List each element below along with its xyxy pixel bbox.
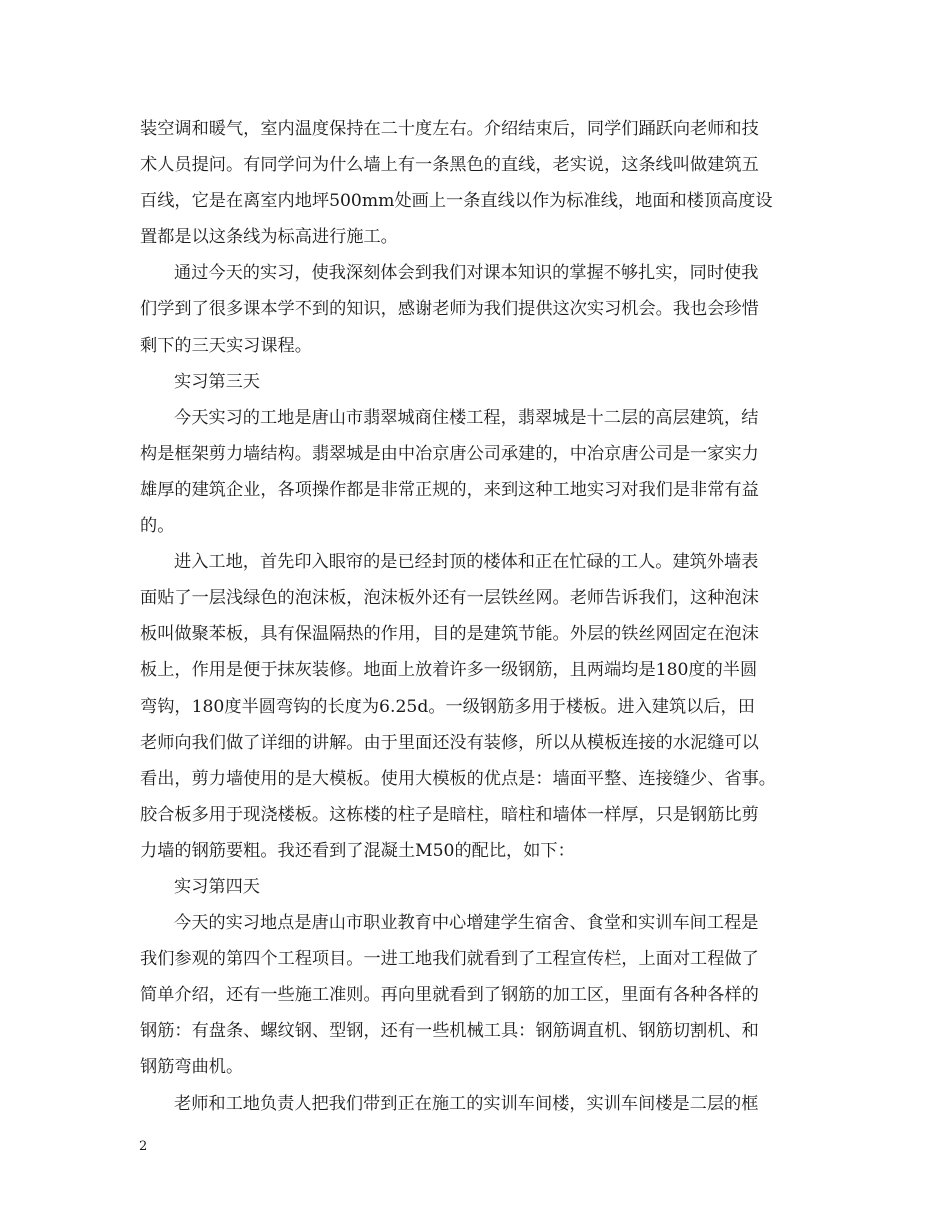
text-line: 老师和工地负责人把我们带到正在施工的实训车间楼，实训车间楼是二层的框: [174, 1093, 759, 1114]
text-line: 实习第四天: [174, 876, 260, 897]
text-line: 术人员提问。有同学问为什么墙上有一条黑色的直线，老实说，这条线叫做建筑五: [140, 155, 759, 176]
text-line: 进入工地，首先印入眼帘的是已经封顶的楼体和正在忙碌的工人。建筑外墙表: [174, 552, 759, 573]
text-line: 板叫做聚苯板，具有保温隔热的作用，目的是建筑节能。外层的铁丝网固定在泡沫: [140, 624, 759, 645]
text-line: 实习第三天: [174, 371, 260, 392]
text-line: 钢筋：有盘条、螺纹钢、型钢，还有一些机械工具：钢筋调直机、钢筋切割机、和: [140, 1021, 759, 1042]
text-line: 装空调和暖气，室内温度保持在二十度左右。介绍结束后，同学们踊跃向老师和技: [140, 119, 759, 139]
text-line: 简单介绍，还有一些施工准则。再向里就看到了钢筋的加工区，里面有各种各样的: [140, 985, 759, 1006]
text-line: 雄厚的建筑企业，各项操作都是非常正规的，来到这种工地实习对我们是非常有益: [140, 479, 759, 500]
body-text: [140, 111, 830, 1122]
text-line: 面贴了一层浅绿色的泡沫板，泡沫板外还有一层铁丝网。老师告诉我们，这种泡沫: [140, 588, 759, 609]
text-line: 弯钩，180度半圆弯钩的长度为6.25d。一级钢筋多用于楼板。进入建筑以后，田: [140, 696, 755, 717]
text-line: 今天实习的工地是唐山市翡翠城商住楼工程，翡翠城是十二层的高层建筑，结: [174, 407, 759, 428]
text-line: 力墙的钢筋要粗。我还看到了混凝土M50的配比，如下：: [140, 840, 575, 861]
text-line: 剩下的三天实习课程。: [140, 335, 312, 356]
text-line: 老师向我们做了详细的讲解。由于里面还没有装修，所以从模板连接的水泥缝可以: [140, 732, 759, 753]
text-line: 构是框架剪力墙结构。翡翠城是由中冶京唐公司承建的，中冶京唐公司是一家实力: [140, 443, 759, 464]
text-line: 看出，剪力墙使用的是大模板。使用大模板的优点是：墙面平整、连接缝少、省事。: [140, 768, 776, 789]
text-line: 板上，作用是便于抹灰装修。地面上放着许多一级钢筋，且两端均是180度的半圆: [140, 660, 758, 681]
text-line: 今天的实习地点是唐山市职业教育中心增建学生宿舍、食堂和实训车间工程是: [174, 913, 759, 934]
text-line: 胶合板多用于现浇楼板。这栋楼的柱子是暗柱，暗柱和墙体一样厚，只是钢筋比剪: [140, 804, 759, 825]
text-line: 钢筋弯曲机。: [140, 1057, 244, 1078]
text-line: 百线，它是在离室内地坪500mm处画上一条直线以作为标准线，地面和楼顶高度设: [140, 191, 773, 212]
text-line: 我们参观的第四个工程项目。一进工地我们就看到了工程宣传栏，上面对工程做了: [140, 949, 759, 970]
text-line: 们学到了很多课本学不到的知识，感谢老师为我们提供这次实习机会。我也会珍惜: [140, 299, 759, 320]
text-line: 置都是以这条线为标高进行施工。: [140, 227, 398, 248]
page-number: 2: [139, 1139, 148, 1154]
text-line: 通过今天的实习，使我深刻体会到我们对课本知识的掌握不够扎实，同时使我: [174, 263, 759, 284]
text-line: 的。: [140, 516, 175, 537]
